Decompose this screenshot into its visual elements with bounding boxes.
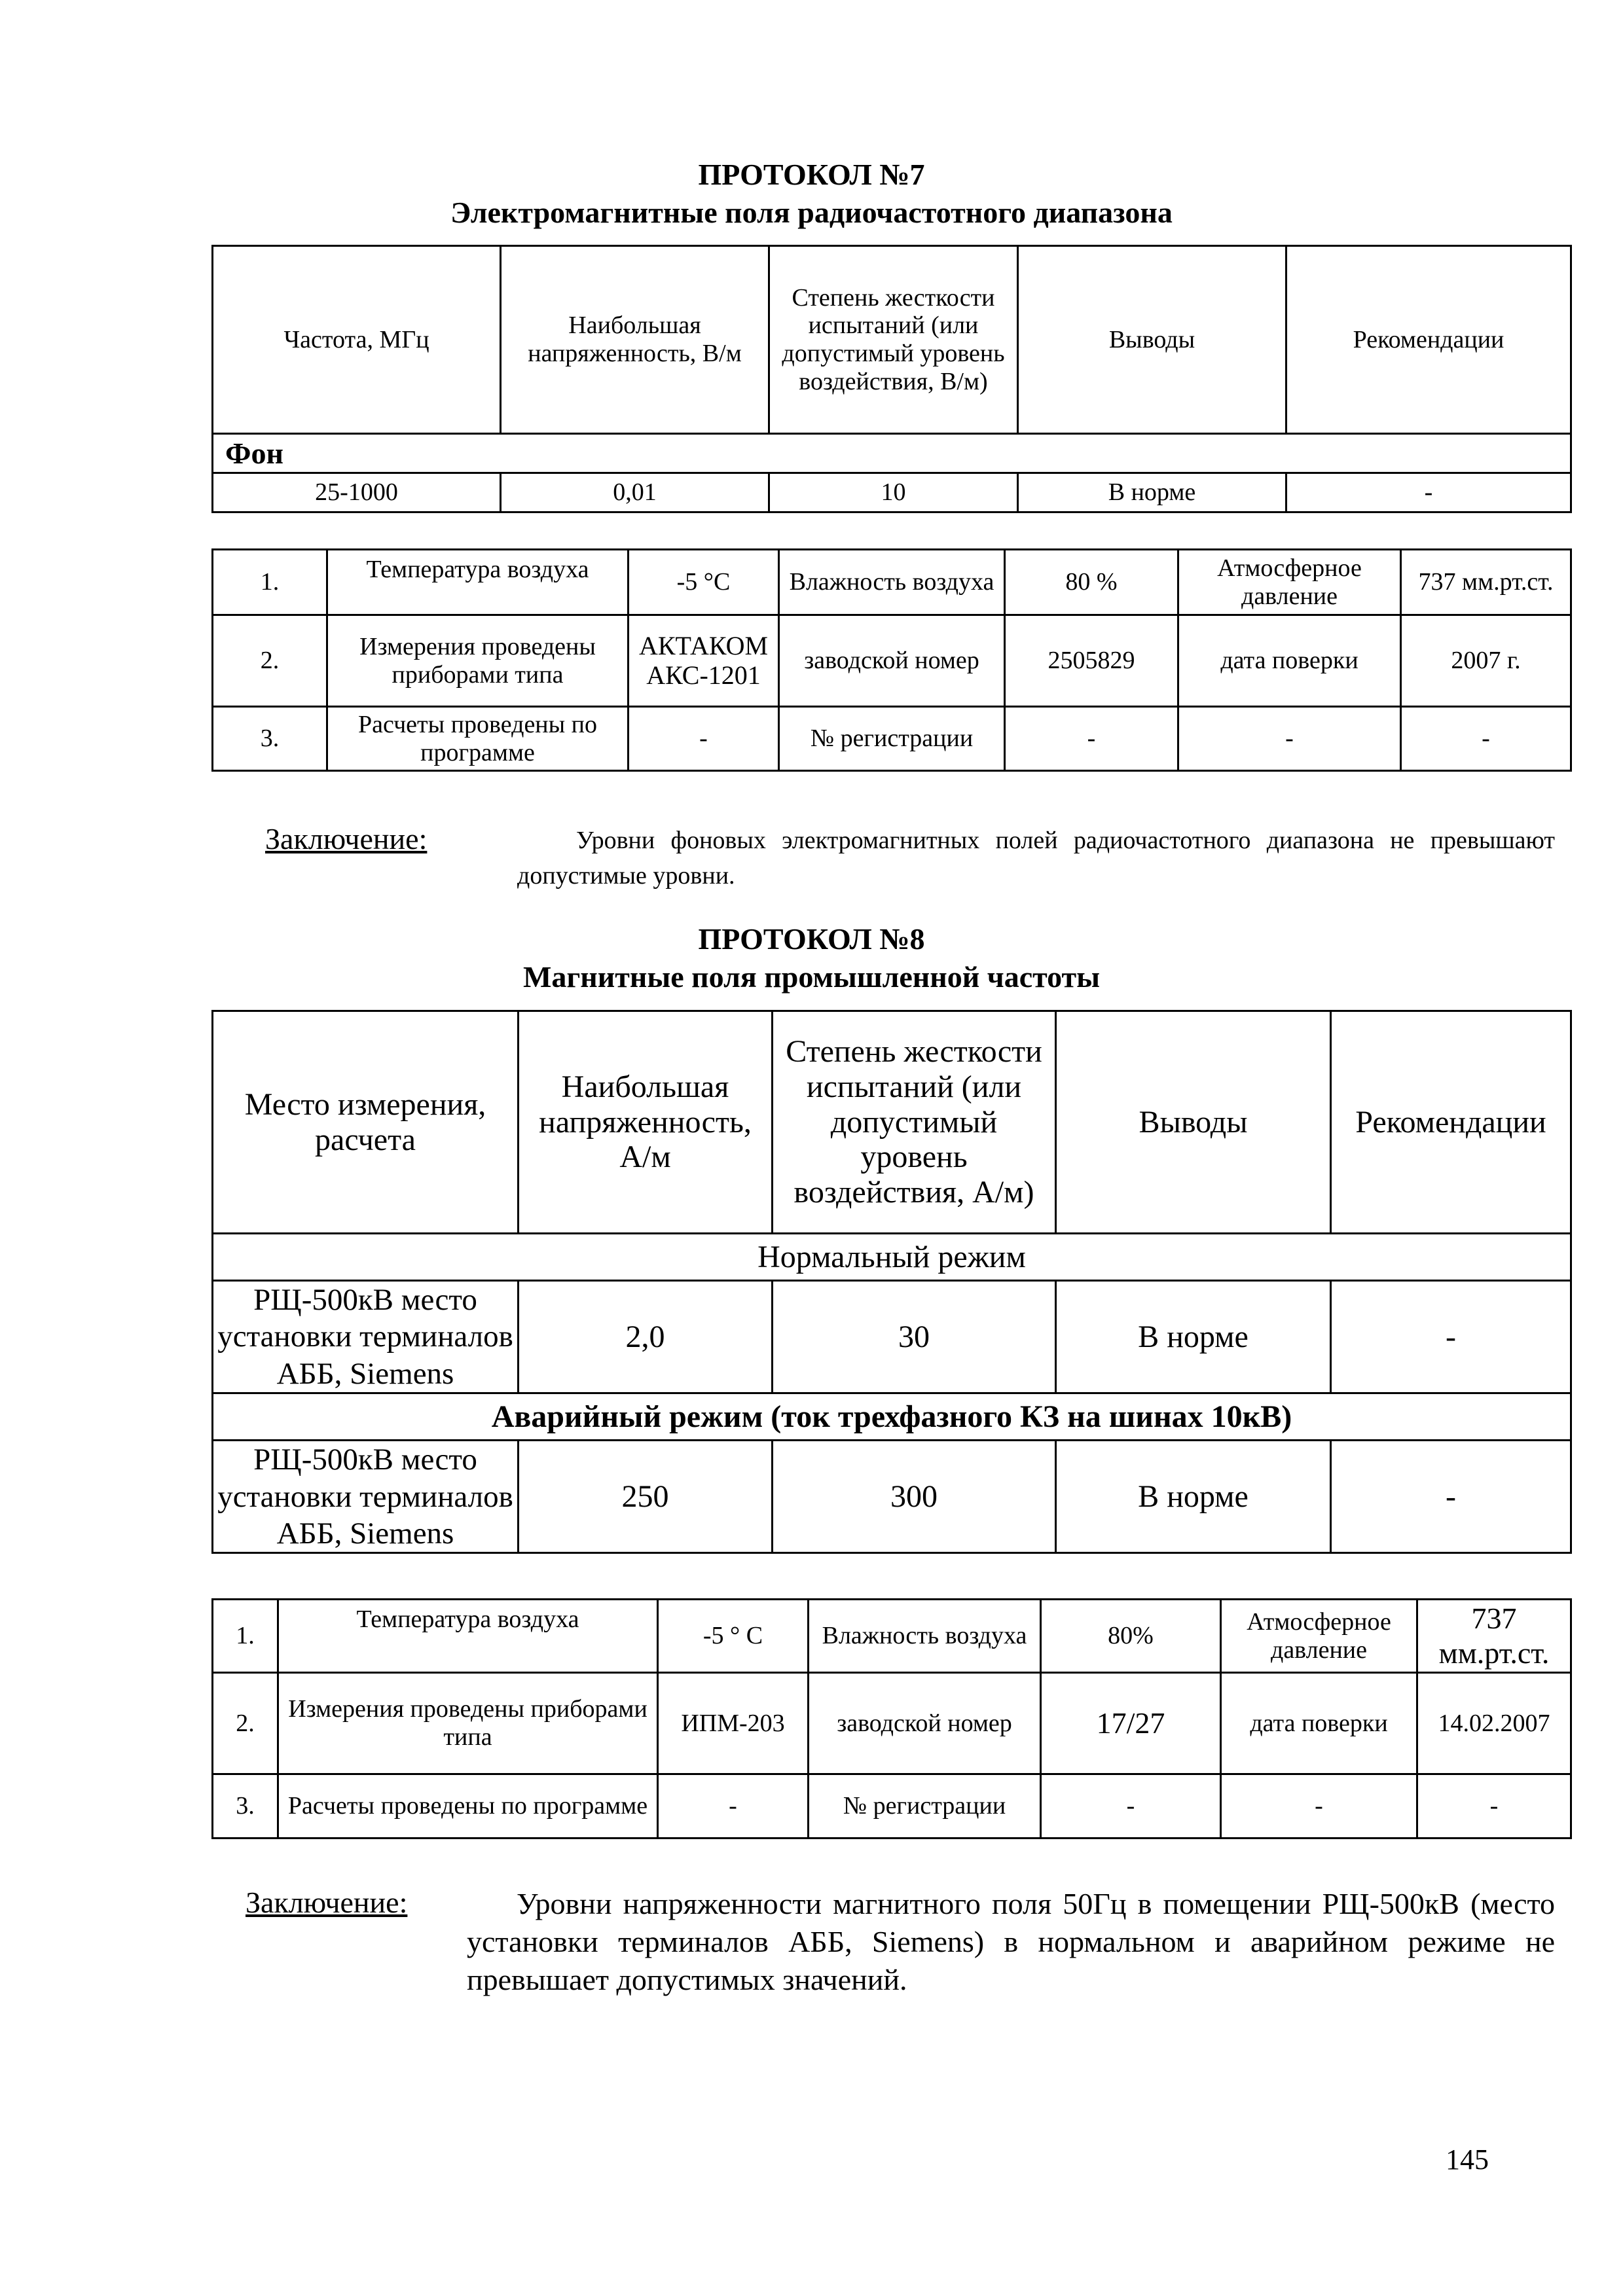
protocol8-conditions-table xyxy=(211,1598,1572,1839)
cell: -5 ° С xyxy=(658,1600,809,1673)
cell-location: РЩ-500кВ место установки терминалов АББ, Siemens xyxy=(213,1441,519,1553)
protocol7-conclusion-text: Уровни фоновых электромагнитных полей радиочастотного диапазона не превышают допустимые уровни. xyxy=(517,827,1555,889)
protocol7-title: ПРОТОКОЛ №7 xyxy=(698,158,925,191)
page-number: 145 xyxy=(1446,2144,1489,2176)
protocol7-conclusion-label: Заключение: xyxy=(265,822,428,855)
header-cell: Степень жесткости испытаний (или допустимый уровень воздействия, А/м) xyxy=(773,1011,1056,1234)
cell: 737 мм.рт.ст. xyxy=(1417,1600,1571,1673)
cell: 1. xyxy=(213,550,327,615)
cell: № регистрации xyxy=(809,1774,1041,1839)
cell-recommendation: - xyxy=(1286,473,1571,512)
cell: Влажность воздуха xyxy=(779,550,1005,615)
protocol8-results-table xyxy=(211,1010,1572,1554)
header-cell: Выводы xyxy=(1056,1011,1331,1234)
mode-row xyxy=(213,1393,1571,1441)
cell: Расчеты проведены по программе xyxy=(327,707,629,771)
cell: 17/27 xyxy=(1041,1673,1221,1774)
cell: Измерения проведены приборами типа xyxy=(278,1673,658,1774)
cell: - xyxy=(1417,1774,1571,1839)
cell-intensity: 250 xyxy=(519,1441,773,1553)
cell-limit: 10 xyxy=(769,473,1018,512)
cell-limit: 30 xyxy=(773,1281,1056,1393)
header-cell: Степень жесткости испытаний (или допустимый уровень воздействия, В/м) xyxy=(769,246,1018,434)
cell: дата поверки xyxy=(1221,1673,1417,1774)
cell: Атмосферное давление xyxy=(1178,550,1401,615)
cell: 2. xyxy=(213,615,327,707)
mode-normal-label: Нормальный режим xyxy=(213,1234,1571,1281)
cell: Измерения проведены приборами типа xyxy=(327,615,629,707)
cell: заводской номер xyxy=(809,1673,1041,1774)
header-cell: Рекомендации xyxy=(1331,1011,1571,1234)
cell-limit: 300 xyxy=(773,1441,1056,1553)
table-row xyxy=(213,615,1571,707)
table-row xyxy=(213,1673,1571,1774)
table-row xyxy=(213,473,1571,512)
section-label: Фон xyxy=(213,434,1571,473)
cell: Расчеты проведены по программе xyxy=(278,1774,658,1839)
cell: заводской номер xyxy=(779,615,1005,707)
cell: 737 мм.рт.ст. xyxy=(1401,550,1571,615)
protocol7-subtitle: Электромагнитные поля радиочастотного диапазона xyxy=(450,196,1173,229)
cell-intensity: 0,01 xyxy=(501,473,769,512)
table-row xyxy=(213,1441,1571,1553)
cell: АКТАКОМ АКС-1201 xyxy=(629,615,779,707)
cell: 3. xyxy=(213,707,327,771)
cell: - xyxy=(629,707,779,771)
protocol7-results-table xyxy=(211,245,1572,513)
cell: -5 °С xyxy=(629,550,779,615)
cell: 2505829 xyxy=(1005,615,1178,707)
cell: - xyxy=(1005,707,1178,771)
cell: 2007 г. xyxy=(1401,615,1571,707)
cell-intensity: 2,0 xyxy=(519,1281,773,1393)
cell: - xyxy=(1401,707,1571,771)
cell: 1. xyxy=(213,1600,278,1673)
table-row xyxy=(213,1281,1571,1393)
cell: 2. xyxy=(213,1673,278,1774)
cell-recommendation: - xyxy=(1331,1441,1571,1553)
cell: Влажность воздуха xyxy=(809,1600,1041,1673)
header-cell: Наибольшая напряженность, В/м xyxy=(501,246,769,434)
cell: № регистрации xyxy=(779,707,1005,771)
cell: Температура воздуха xyxy=(278,1600,658,1673)
table-header-row xyxy=(213,246,1571,434)
header-cell: Наибольшая напряженность, А/м xyxy=(519,1011,773,1234)
cell: - xyxy=(658,1774,809,1839)
cell: - xyxy=(1221,1774,1417,1839)
mode-row xyxy=(213,1234,1571,1281)
protocol8-conclusion-label: Заключение: xyxy=(246,1886,408,1919)
cell: Атмосферное давление xyxy=(1221,1600,1417,1673)
mode-emergency-label: Аварийный режим (ток трехфазного КЗ на шинах 10кВ) xyxy=(213,1393,1571,1441)
table-row xyxy=(213,707,1571,771)
protocol8-conclusion-text: Уровни напряженности магнитного поля 50Гц в помещении РЩ-500кВ (место установки терминалов АББ, Siemens) в нормальном и аварийном режиме не превышает допустимых значений. xyxy=(467,1887,1555,1996)
protocol8-title: ПРОТОКОЛ №8 xyxy=(698,922,925,956)
cell: - xyxy=(1178,707,1401,771)
table-header-row xyxy=(213,1011,1571,1234)
cell-frequency: 25-1000 xyxy=(213,473,501,512)
cell: 3. xyxy=(213,1774,278,1839)
cell-recommendation: - xyxy=(1331,1281,1571,1393)
header-cell: Место измерения, расчета xyxy=(213,1011,519,1234)
protocol7-conditions-table xyxy=(211,548,1572,772)
table-row xyxy=(213,1774,1571,1839)
cell: - xyxy=(1041,1774,1221,1839)
cell: дата поверки xyxy=(1178,615,1401,707)
cell-conclusion: В норме xyxy=(1056,1281,1331,1393)
protocol8-subtitle: Магнитные поля промышленной частоты xyxy=(522,960,1101,994)
cell-conclusion: В норме xyxy=(1018,473,1286,512)
cell: 80% xyxy=(1041,1600,1221,1673)
cell: Температура воздуха xyxy=(327,550,629,615)
section-row xyxy=(213,434,1571,473)
header-cell: Частота, МГц xyxy=(213,246,501,434)
cell: 14.02.2007 xyxy=(1417,1673,1571,1774)
cell: ИПМ-203 xyxy=(658,1673,809,1774)
table-row xyxy=(213,1600,1571,1673)
cell: 80 % xyxy=(1005,550,1178,615)
cell-conclusion: В норме xyxy=(1056,1441,1331,1553)
header-cell: Рекомендации xyxy=(1286,246,1571,434)
table-row xyxy=(213,550,1571,615)
header-cell: Выводы xyxy=(1018,246,1286,434)
cell-location: РЩ-500кВ место установки терминалов АББ, Siemens xyxy=(213,1281,519,1393)
